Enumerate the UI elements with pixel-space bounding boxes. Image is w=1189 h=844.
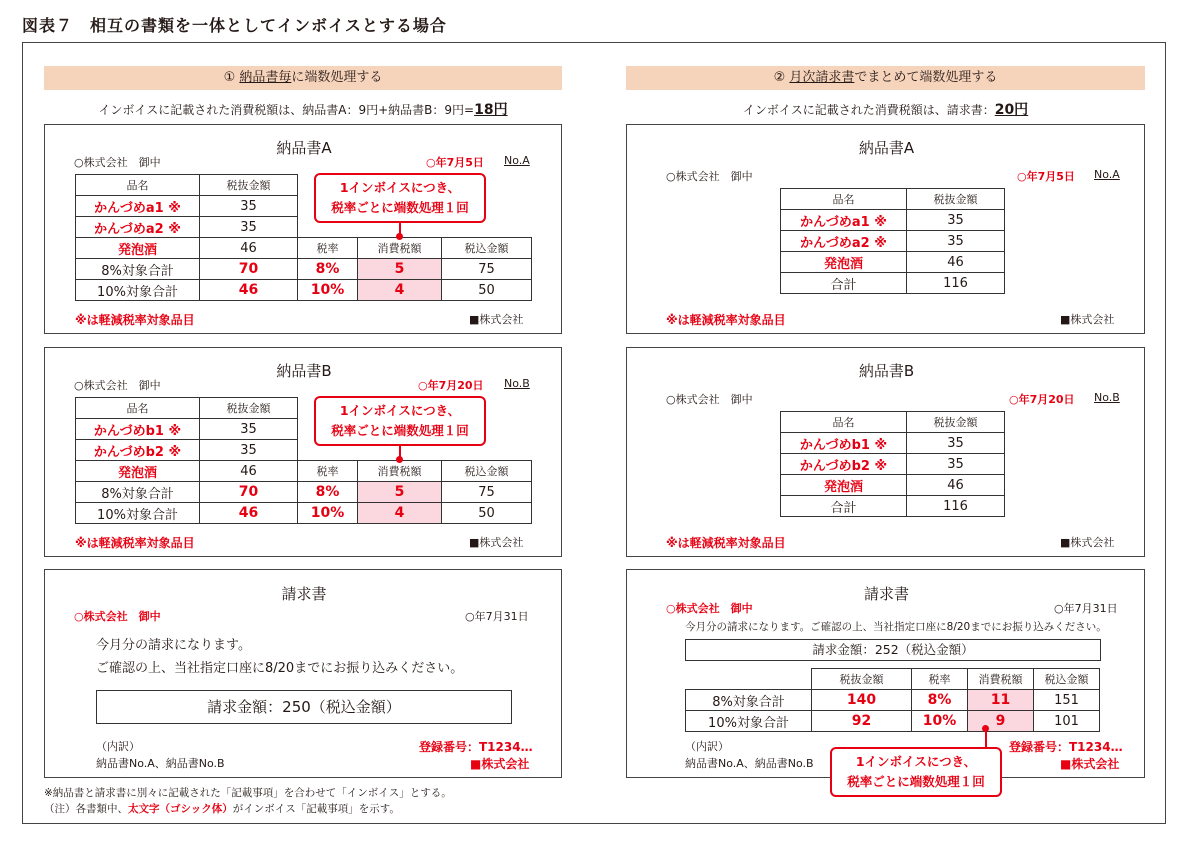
table-row — [781, 210, 1005, 231]
reduced-rate-note: ※は軽減税率対象品目 — [75, 313, 195, 327]
customer: ○株式会社 御中 — [666, 393, 753, 406]
item-name: 発泡酒 — [76, 461, 200, 482]
table-row — [781, 454, 1005, 475]
sum-label: 10%対象合計 — [686, 711, 812, 732]
table-row — [781, 433, 1005, 454]
col-excl: 税抜金額 — [200, 398, 298, 419]
callout-line2: 税率ごとに端数処理１回 — [331, 423, 469, 438]
right-header-mid: でまとめて — [854, 70, 920, 85]
right-summary — [626, 99, 1145, 119]
col-incl: 税込金額 — [442, 238, 532, 259]
invoice-table — [685, 668, 1100, 732]
registration-number: 登録番号：T1234… — [1009, 740, 1123, 754]
sum-rate: 10% — [912, 711, 968, 732]
col-item: 品名 — [781, 412, 907, 433]
callout-line1: 1インボイスにつき、 — [339, 403, 461, 418]
breakdown-label: （内訳） — [96, 740, 140, 753]
table-row — [76, 440, 298, 461]
right-header-tail: 端数処理する — [919, 70, 998, 85]
breakdown-label: （内訳） — [685, 740, 729, 753]
sum-excl: 140 — [812, 690, 912, 711]
item-name: 発泡酒 — [781, 475, 907, 496]
footnote-2-red: 太文字（ゴシック体） — [128, 803, 233, 815]
right-summary-text: インボイスに記載された消費税額は、請求書： — [742, 103, 995, 117]
callout-dot — [396, 456, 403, 463]
reduced-rate-note: ※は軽減税率対象品目 — [75, 536, 195, 550]
col-item: 品名 — [76, 398, 200, 419]
item-amount: 35 — [907, 454, 1005, 475]
sum-label: 8%対象合計 — [686, 690, 812, 711]
sum-tax: 5 — [358, 482, 442, 503]
table-row — [781, 252, 1005, 273]
message-line2: ご確認の上、当社指定口座に8/20までにお振り込みください。 — [96, 661, 464, 676]
right-header — [626, 66, 1145, 90]
sum-table — [75, 237, 532, 301]
breakdown: 納品書No.A、納品書No.B — [96, 757, 225, 770]
table-row — [76, 503, 532, 524]
total-label: 合計 — [781, 273, 907, 294]
items-table — [780, 411, 1005, 517]
sum-incl: 75 — [442, 259, 532, 280]
item-name: かんづめa2 ※ — [781, 231, 907, 252]
sum-label: 8%対象合計 — [76, 259, 200, 280]
right-summary-total: 20円 — [994, 102, 1029, 118]
sum-excl: 46 — [200, 503, 298, 524]
doc-no: No.B — [504, 377, 530, 390]
invoice-amount: 請求金額：252（税込金額） — [685, 639, 1101, 661]
table-row — [76, 280, 532, 301]
footnote-2-b: がインボイス「記載事項」を示す。 — [232, 803, 400, 815]
total-label: 合計 — [781, 496, 907, 517]
left-summary-text: インボイスに記載された消費税額は、納品書A：9円+納品書B：9円= — [98, 103, 475, 117]
sum-incl: 101 — [1034, 711, 1100, 732]
table-row — [686, 690, 1100, 711]
sum-rate: 8% — [298, 482, 358, 503]
col-excl: 税抜金額 — [907, 189, 1005, 210]
sum-rate: 10% — [298, 280, 358, 301]
doc-no: No.A — [1094, 168, 1120, 181]
table-row — [76, 196, 298, 217]
items-table — [780, 188, 1005, 294]
invoice-amount: 請求金額：250（税込金額） — [96, 690, 512, 724]
issuer: ■株式会社 — [1060, 757, 1120, 771]
registration-number: 登録番号：T1234… — [419, 740, 533, 754]
sum-label: 10%対象合計 — [76, 503, 200, 524]
reduced-rate-note: ※は軽減税率対象品目 — [666, 536, 786, 550]
sum-tax: 5 — [358, 259, 442, 280]
message-line1: 今月分の請求になります。 — [96, 638, 251, 653]
table-row — [781, 273, 1005, 294]
customer: ○株式会社 御中 — [74, 610, 161, 623]
table-row — [76, 217, 298, 238]
callout-line1: 1インボイスにつき、 — [855, 754, 977, 769]
item-name: かんづめb2 ※ — [76, 440, 200, 461]
item-name: かんづめb2 ※ — [781, 454, 907, 475]
item-name: かんづめb1 ※ — [76, 419, 200, 440]
total-amount: 116 — [907, 496, 1005, 517]
sum-table — [75, 460, 532, 524]
callout — [314, 173, 486, 223]
date: ○年7月31日 — [465, 610, 529, 623]
doc-title: 納品書B — [858, 362, 915, 380]
callout-dot — [396, 233, 403, 240]
callout — [314, 396, 486, 446]
issuer: ■株式会社 — [469, 313, 524, 326]
callout — [830, 747, 1002, 797]
doc-title: 請求書 — [863, 585, 909, 603]
callout-line2: 税率ごとに端数処理１回 — [331, 200, 469, 215]
issuer: ■株式会社 — [470, 757, 530, 771]
date: ○年7月20日 — [418, 379, 484, 392]
col-rate: 税率 — [912, 669, 968, 690]
item-amount: 46 — [907, 475, 1005, 496]
item-amount: 35 — [907, 210, 1005, 231]
left-summary-total: 18円 — [474, 102, 508, 118]
right-delivery-a — [626, 124, 1145, 334]
item-amount: 35 — [200, 440, 298, 461]
footnote-2-a: （注）各書類中、 — [44, 803, 128, 815]
item-name: かんづめa2 ※ — [76, 217, 200, 238]
right-delivery-b — [626, 347, 1145, 557]
customer: ○株式会社 御中 — [74, 379, 161, 392]
callout-line1: 1インボイスにつき、 — [339, 180, 461, 195]
table-row — [781, 496, 1005, 517]
footnote-1: ※納品書と請求書に別々に記載された「記載事項」を合わせて「インボイス」とする。 — [44, 787, 452, 799]
col-item: 品名 — [76, 175, 200, 196]
doc-title: 納品書A — [858, 139, 915, 157]
col-incl: 税込金額 — [1034, 669, 1100, 690]
callout-line2: 税率ごとに端数処理１回 — [847, 774, 985, 789]
item-amount: 35 — [907, 433, 1005, 454]
date: ○年7月5日 — [426, 156, 484, 169]
item-name: 発泡酒 — [781, 252, 907, 273]
left-header-underlined: 納品書毎 — [239, 70, 292, 85]
left-delivery-a — [44, 124, 562, 334]
doc-title: 納品書A — [276, 139, 332, 157]
sum-incl: 50 — [442, 503, 532, 524]
item-amount: 35 — [907, 231, 1005, 252]
table-row — [76, 259, 532, 280]
sum-tax: 4 — [358, 280, 442, 301]
col-tax: 消費税額 — [358, 461, 442, 482]
figure-title: 図表７ 相互の書類を一体としてインボイスとする場合 — [22, 16, 447, 35]
item-name: かんづめa1 ※ — [781, 210, 907, 231]
item-amount: 35 — [200, 419, 298, 440]
sum-incl: 151 — [1034, 690, 1100, 711]
item-name: かんづめb1 ※ — [781, 433, 907, 454]
item-name: かんづめa1 ※ — [76, 196, 200, 217]
sum-label: 10%対象合計 — [76, 280, 200, 301]
customer: ○株式会社 御中 — [666, 602, 753, 615]
right-header-underlined: 月次請求書 — [789, 70, 855, 85]
left-delivery-b — [44, 347, 562, 557]
reduced-rate-note: ※は軽減税率対象品目 — [666, 313, 786, 327]
footnote-2 — [44, 801, 400, 816]
sum-rate: 10% — [298, 503, 358, 524]
issuer: ■株式会社 — [469, 536, 524, 549]
breakdown: 納品書No.A、納品書No.B — [685, 757, 814, 770]
message: 今月分の請求になります。ご確認の上、当社指定口座に8/20までにお振り込みください。 — [685, 621, 1107, 633]
col-incl: 税込金額 — [442, 461, 532, 482]
issuer: ■株式会社 — [1060, 536, 1115, 549]
col-excl: 税抜金額 — [812, 669, 912, 690]
date: ○年7月20日 — [1009, 393, 1075, 406]
table-row — [781, 475, 1005, 496]
sum-excl: 46 — [200, 280, 298, 301]
col-tax: 消費税額 — [968, 669, 1034, 690]
item-name: 発泡酒 — [76, 238, 200, 259]
sum-excl: 70 — [200, 482, 298, 503]
date: ○年7月31日 — [1054, 602, 1118, 615]
left-invoice — [44, 569, 562, 778]
customer: ○株式会社 御中 — [74, 156, 161, 169]
total-amount: 116 — [907, 273, 1005, 294]
col-excl: 税抜金額 — [907, 412, 1005, 433]
sum-incl: 50 — [442, 280, 532, 301]
right-header-num: ② — [773, 70, 786, 85]
sum-excl: 70 — [200, 259, 298, 280]
item-amount: 46 — [907, 252, 1005, 273]
sum-tax: 9 — [968, 711, 1034, 732]
item-amount: 35 — [200, 196, 298, 217]
customer: ○株式会社 御中 — [666, 170, 753, 183]
left-header-mid: に — [291, 70, 305, 85]
table-row — [76, 482, 532, 503]
sum-rate: 8% — [298, 259, 358, 280]
item-amount: 46 — [200, 461, 298, 482]
left-header-tail: 端数処理する — [304, 70, 383, 85]
table-row — [686, 711, 1100, 732]
item-amount: 46 — [200, 238, 298, 259]
col-rate: 税率 — [298, 238, 358, 259]
table-row — [781, 231, 1005, 252]
issuer: ■株式会社 — [1060, 313, 1115, 326]
sum-label: 8%対象合計 — [76, 482, 200, 503]
sum-rate: 8% — [912, 690, 968, 711]
doc-no: No.B — [1094, 391, 1120, 404]
col-tax: 消費税額 — [358, 238, 442, 259]
col-excl: 税抜金額 — [200, 175, 298, 196]
col-rate: 税率 — [298, 461, 358, 482]
doc-title: 請求書 — [281, 585, 327, 603]
left-summary — [44, 99, 562, 119]
sum-excl: 92 — [812, 711, 912, 732]
callout-connector — [985, 729, 987, 747]
table-row — [76, 419, 298, 440]
sum-incl: 75 — [442, 482, 532, 503]
col-item: 品名 — [781, 189, 907, 210]
date: ○年7月5日 — [1017, 170, 1075, 183]
doc-title: 納品書B — [276, 362, 332, 380]
sum-tax: 11 — [968, 690, 1034, 711]
item-amount: 35 — [200, 217, 298, 238]
sum-tax: 4 — [358, 503, 442, 524]
left-header — [44, 66, 562, 90]
doc-no: No.A — [504, 154, 530, 167]
left-header-num: ① — [223, 70, 236, 85]
